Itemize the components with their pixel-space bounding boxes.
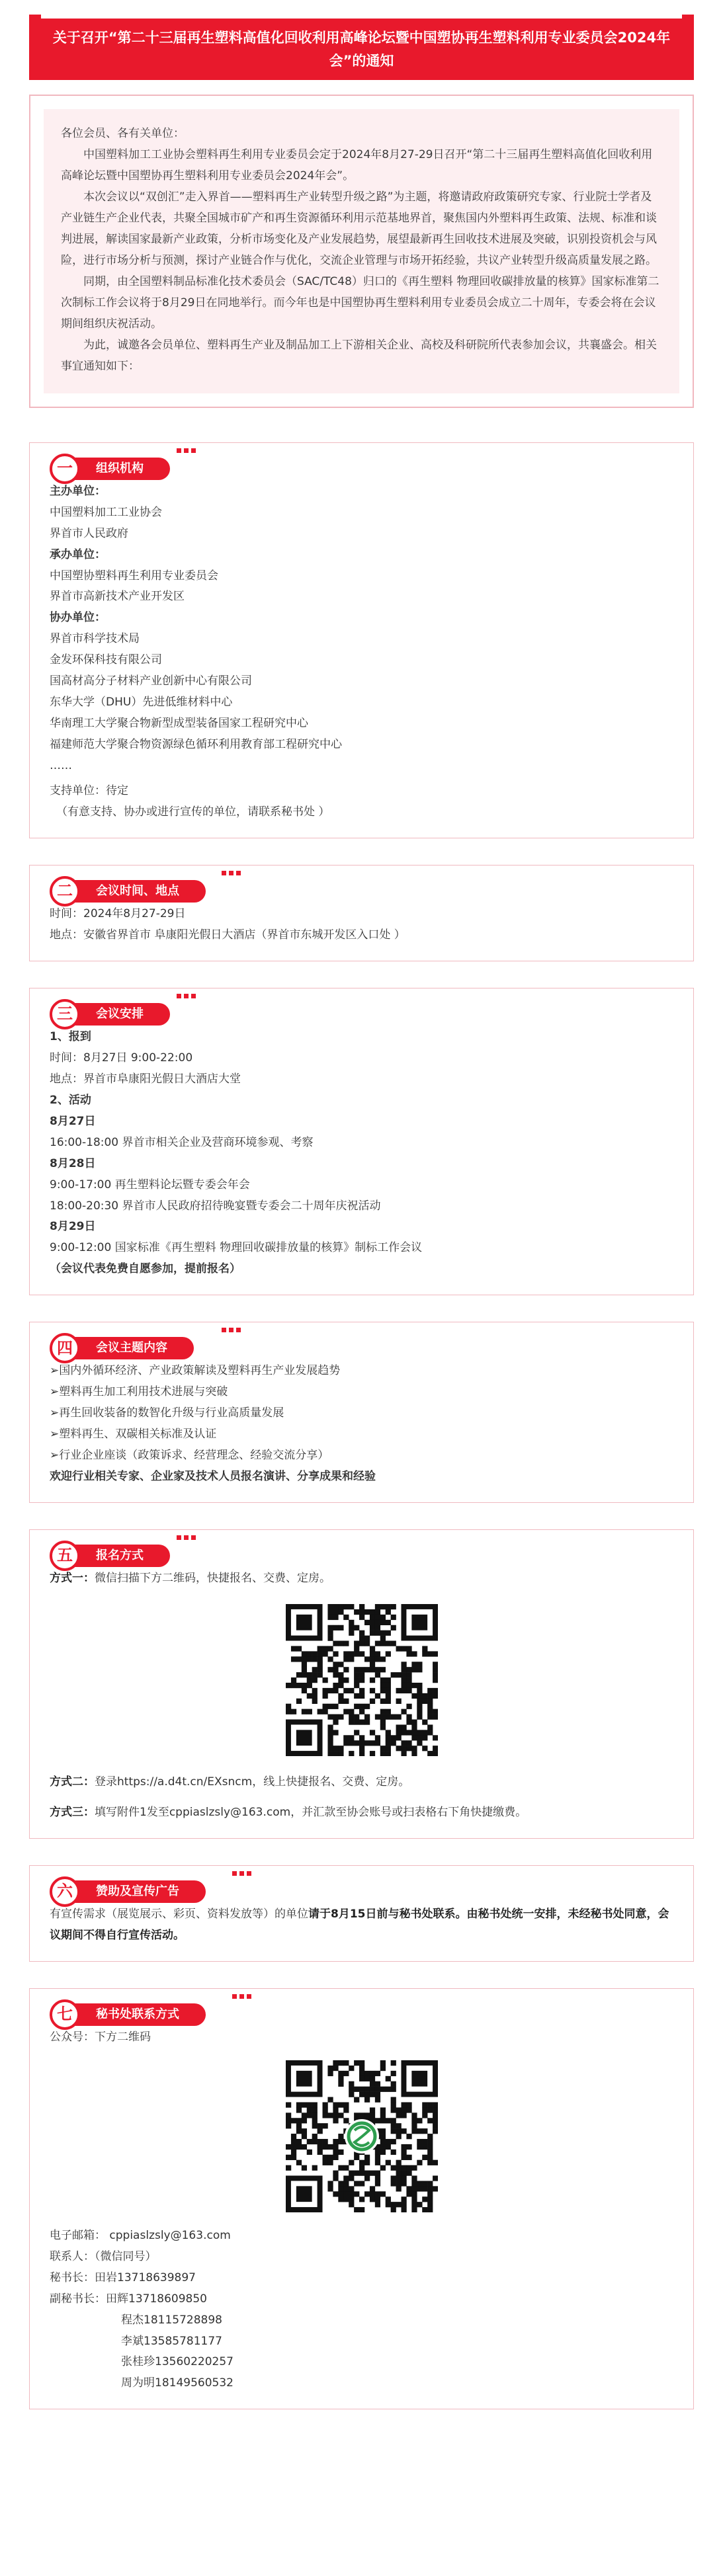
decor-dots-icon xyxy=(222,1328,241,1332)
section-number: 五 xyxy=(50,1541,80,1571)
section-time-place xyxy=(29,865,694,961)
deputy-name: 田辉13718609850 xyxy=(106,2292,207,2306)
day-heading: 8月28日 xyxy=(50,1156,96,1170)
section-header xyxy=(50,1002,170,1027)
registration-qr-wrap xyxy=(50,1604,673,1756)
method-label: 方式二： xyxy=(50,1775,95,1789)
section-label: 会议主题内容 xyxy=(73,1337,194,1359)
registration-place: 地点：界首市阜康阳光假日大酒店大堂 xyxy=(50,1072,241,1086)
org-line: 界首市高新技术产业开发区 xyxy=(50,590,185,604)
method-text[interactable]: 登录https://a.d4t.cn/EXsncm，线上快捷报名、交费、定房。 xyxy=(95,1775,410,1789)
org-line: 福建师范大学聚合物资源绿色循环利用教育部工程研究中心 xyxy=(50,738,342,752)
section-number: 三 xyxy=(50,999,80,1029)
deputy-line xyxy=(50,2289,673,2310)
sponsor-text xyxy=(50,1904,673,1947)
registration-time: 时间：8月27日 9:00-22:00 xyxy=(50,1051,193,1065)
section-number: 四 xyxy=(50,1333,80,1363)
section-label: 报名方式 xyxy=(73,1545,170,1567)
schedule-item: 9:00-12:00 国家标准《再生塑料 物理回收碳排放量的核算》制标工作会议 xyxy=(50,1241,423,1255)
schedule-item: 16:00-18:00 界首市相关企业及营商环境参观、考察 xyxy=(50,1135,314,1149)
deputy-name: 程杰18115728898 xyxy=(121,2313,222,2327)
intro-box xyxy=(29,95,694,407)
method-label: 方式三： xyxy=(50,1805,95,1819)
registration-title: 1、报到 xyxy=(50,1029,91,1043)
decor-dots-icon xyxy=(232,1871,251,1876)
intro-paragraph-1: 中国塑料加工工业协会塑料再生利用专业委员会定于2024年8月27-29日召开“第二十三届再生塑料高值化回收利用高峰论坛暨中国塑协再生塑料利用专业委员会2024年会”。 xyxy=(61,148,653,183)
section-label: 秘书处联系方式 xyxy=(73,2003,206,2026)
support-note: （有意支持、协办或进行宣传的单位，请联系秘书处 ） xyxy=(56,805,330,819)
section-label: 赞助及宣传广告 xyxy=(73,1880,206,1903)
method-3 xyxy=(50,1802,673,1824)
org-line: 国高材高分子材料产业创新中心有限公司 xyxy=(50,674,252,688)
intro-paragraph-4: 为此，诚邀各会员单位、塑料再生产业及制品加工上下游相关企业、高校及科研院所代表参加会议，共襄盛会。相关事宜通知如下： xyxy=(61,338,657,373)
deputy-label: 副秘书长： xyxy=(50,2292,106,2306)
section-contact xyxy=(29,1988,694,2410)
section-label: 会议时间、地点 xyxy=(73,880,206,903)
decor-dots-icon xyxy=(222,871,241,875)
time-line: 时间：2024年8月27-29日 xyxy=(50,906,186,920)
schedule-item: 18:00-20:30 界首市人民政府招待晚宴暨专委会二十周年庆祝活动 xyxy=(50,1199,381,1213)
section-header xyxy=(50,456,170,481)
org-line: 金发环保科技有限公司 xyxy=(50,653,162,667)
activity-title: 2、活动 xyxy=(50,1093,91,1107)
section-label: 会议安排 xyxy=(73,1003,170,1026)
section-number: 一 xyxy=(50,454,80,484)
section-header xyxy=(50,1336,194,1361)
topic-item: ➢塑料再生加工利用技术进展与突破 xyxy=(50,1385,228,1399)
section-number: 二 xyxy=(50,876,80,906)
intro-paragraph-3: 同期，由全国塑料制品标准化技术委员会（SAC/TC48）归口的《再生塑料 物理回收碳排放量的核算》国家标准第二次制标工作会议将于8月29日在同地举行。而今年也是中国塑协再生塑料利用专业委员会成立二十周年，专委会将在会议期间组织庆祝活动。 xyxy=(61,274,659,331)
section-number: 六 xyxy=(50,1876,80,1907)
org-line: 东华大学（DHU）先进低维材料中心 xyxy=(50,696,233,709)
host-title: 主办单位： xyxy=(50,484,106,498)
topic-item: ➢国内外循环经济、产业政策解读及塑料再生产业发展趋势 xyxy=(50,1364,341,1378)
decor-dots-icon xyxy=(177,448,196,453)
contact-person: 联系人：（微信同号） xyxy=(50,2249,157,2263)
topic-item: ➢再生回收装备的数智化升级与行业高质量发展 xyxy=(50,1406,284,1420)
section-organization xyxy=(29,442,694,838)
section-label: 组织机构 xyxy=(73,458,170,480)
topic-item: ➢行业企业座谈（政策诉求、经营理念、经验交流分享） xyxy=(50,1449,329,1463)
wechat-line: 公众号：下方二维码 xyxy=(50,2030,151,2044)
topic-item: ➢塑料再生、双碳相关标准及认证 xyxy=(50,1428,217,1441)
org-line: 界首市人民政府 xyxy=(50,526,128,540)
registration-qr-code-icon[interactable] xyxy=(286,1604,438,1756)
co-title: 协办单位： xyxy=(50,611,106,625)
section-topics xyxy=(29,1322,694,1503)
sponsor-text-1: 有宣传需求（展览展示、彩页、资料发放等）的单位 xyxy=(50,1907,308,1921)
section-registration xyxy=(29,1529,694,1839)
intro-paragraph-2: 本次会议以“双创汇”走入界首——塑料再生产业转型升级之路”为主题，将邀请政府政策研究专家、行业院士学者及产业链生产企业代表，共聚全国城市矿产和再生资源循环利用示范基地界首，聚焦国内外塑料再生政策、法规、标准和谈判进展，解读国家最新产业政策，分析市场变化及产业发展趋势，展望最新再生回收技术进展及突破，识别投资机会与风险，进行市场分析与预测，探讨产业链合作与优化，交流企业管理与市场开拓经验，共议产业转型升级高质量发展之路。 xyxy=(61,190,657,267)
sponsor-text-2: 请于8月15日前与秘书处联系。由秘书处统一安排，未经秘书处同意，会议期间不得自行宣传活动。 xyxy=(50,1907,669,1942)
schedule-item: 9:00-17:00 再生塑料论坛暨专委会年会 xyxy=(50,1178,250,1191)
org-line: 界首市科学技术局 xyxy=(50,632,140,646)
notice-title: 关于召开“第二十三届再生塑料高值化回收利用高峰论坛暨中国塑协再生塑料利用专业委员会2024年会”的通知 xyxy=(52,30,671,69)
wechat-qr-wrap xyxy=(50,2060,673,2212)
day-heading: 8月29日 xyxy=(50,1220,96,1234)
org-line: 华南理工大学聚合物新型成型装备国家工程研究中心 xyxy=(50,717,308,731)
method-2 xyxy=(50,1772,673,1793)
deputy-name: 张桂珍13560220257 xyxy=(121,2355,234,2369)
section-header xyxy=(50,2002,206,2027)
section-sponsorship xyxy=(29,1865,694,1962)
method-text: 填写附件1发至cppiaslzsly@163.com，并汇款至协会账号或扫表格右下角快捷缴费。 xyxy=(95,1805,527,1819)
org-line: 中国塑协塑料再生利用专业委员会 xyxy=(50,569,218,583)
section-header xyxy=(50,1879,206,1904)
decor-dots-icon xyxy=(232,1994,251,1999)
method-text: 微信扫描下方二维码，快捷报名、交费、定房。 xyxy=(95,1572,331,1586)
intro-content xyxy=(44,109,679,393)
email-line[interactable]: 电子邮箱： cppiaslzsly@163.com xyxy=(50,2228,231,2242)
section-schedule xyxy=(29,988,694,1295)
decor-dots-icon xyxy=(177,994,196,998)
topics-closing: 欢迎行业相关专家、企业家及技术人员报名演讲、分享成果和经验 xyxy=(50,1470,376,1484)
deputy-name: 周为明18149560532 xyxy=(121,2376,234,2390)
title-banner xyxy=(29,19,694,80)
secretary-line: 秘书长：田岩13718639897 xyxy=(50,2271,196,2284)
undertake-title: 承办单位： xyxy=(50,547,106,561)
org-line: …… xyxy=(50,759,72,773)
decor-dots-icon xyxy=(177,1535,196,1540)
day-heading: 8月27日 xyxy=(50,1114,96,1128)
section-number: 七 xyxy=(50,1999,80,2030)
schedule-note: （会议代表免费自愿参加，提前报名） xyxy=(50,1262,241,1276)
org-line: 中国塑料加工工业协会 xyxy=(50,505,162,519)
section-header xyxy=(50,1543,170,1568)
section-header xyxy=(50,879,206,904)
wechat-qr-code-icon[interactable] xyxy=(286,2060,438,2212)
method-1 xyxy=(50,1568,673,1590)
greeting: 各位会员、各有关单位： xyxy=(61,127,185,141)
method-label: 方式一： xyxy=(50,1572,95,1586)
deputy-name: 李斌13585781177 xyxy=(121,2334,222,2348)
support-line: 支持单位：待定 xyxy=(50,784,128,798)
place-line: 地点：安徽省界首市 阜康阳光假日大酒店（界首市东城开发区入口处 ） xyxy=(50,928,405,942)
